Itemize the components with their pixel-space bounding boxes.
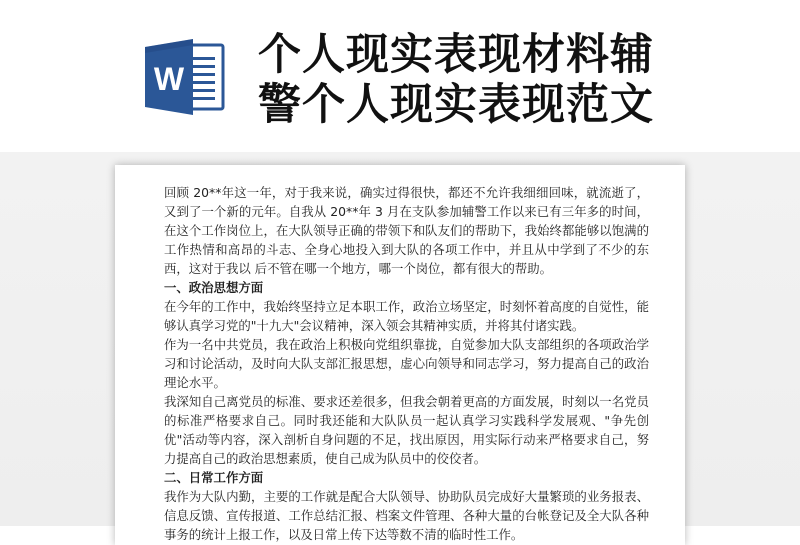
section-heading: 二、日常工作方面	[164, 470, 264, 485]
section-heading: 一、政治思想方面	[164, 280, 264, 295]
paragraph: 回顾 20**年这一年，对于我来说，确实过得很快，都还不允许我细细回味，就流逝了，又到了一个新的元年。自我从 20**年 3 月在支队参加辅警工作以来已有三年多的时间，在这个工作岗位上，在大队领导正确的带领下和队友们的帮助下，我始终都能够以饱满的工作热情和高昂的斗志、全身心地投入到大队的各项工作中，并且从中学到了不少的东西，这对于我以 后不管在哪一个地方，哪一个岗位，都有很大的帮助。	[164, 185, 649, 276]
page-title	[258, 30, 654, 130]
document-body	[164, 183, 649, 544]
word-letter: W	[153, 61, 185, 97]
paragraph: 在今年的工作中，我始终坚持立足本职工作，政治立场坚定，时刻怀着高度的自觉性，能够认真学习党的"十九大"会议精神，深入领会其精神实质，并将其付诸实践。	[164, 299, 649, 333]
paragraph: 我作为大队内勤，主要的工作就是配合大队领导、协助队员完成好大量繁琐的业务报表、信息反馈、宣传报道、工作总结汇报、档案文件管理、各种大量的台帐登记及全大队各种事务的统计上报工作，以及日常上传下达等数不清的临时性工作。	[164, 489, 649, 542]
paragraph: 我深知自己离党员的标准、要求还差很多，但我会朝着更高的方面发展，时刻以一名党员的标准严格要求自己。同时我还能和大队队员一起认真学习实践科学发展观、"争先创优"活动等内容，深入剖析自身问题的不足，找出原因，用实际行动来严格要求自己，努力提高自己的政治思想素质，使自己成为队员中的佼佼者。	[164, 394, 649, 466]
word-document-icon	[143, 35, 227, 119]
paragraph: 作为一名中共党员，我在政治上积极向党组织靠拢，自觉参加大队支部组织的各项政治学习和讨论活动，及时向大队支部汇报思想，虚心向领导和同志学习，努力提高自己的政治理论水平。	[164, 337, 649, 390]
title-line-1: 个人现实表现材料辅	[258, 30, 654, 80]
title-line-2: 警个人现实表现范文	[258, 80, 654, 130]
